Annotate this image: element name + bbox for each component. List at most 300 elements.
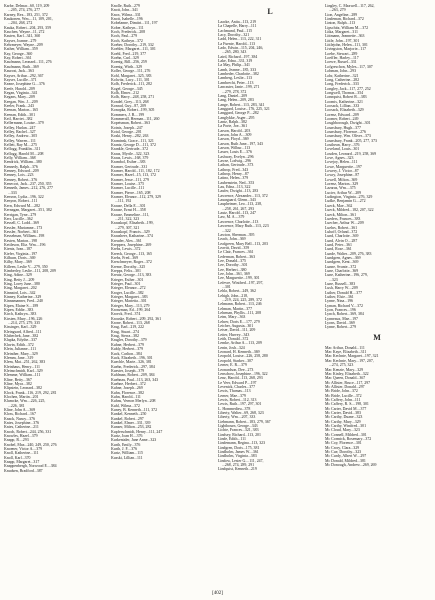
entry-pages: ...111, 197 xyxy=(141,21,158,26)
entry-pages: ...113, 263, 343 xyxy=(133,377,159,382)
entry-name: Mc Allister, Donald xyxy=(325,384,356,389)
entry-pages: ...113, 323 xyxy=(248,441,266,446)
entry-pages: ...323 xyxy=(351,428,360,433)
entry-name: Knott, John xyxy=(111,8,130,13)
entry-pages: ...323 xyxy=(329,277,338,282)
entry-name: Larson, John A. xyxy=(218,132,243,137)
entry-pages: ...173 xyxy=(33,225,43,230)
entry-name: Lueck, Milton xyxy=(325,212,348,217)
entry-pages: ...115 xyxy=(134,451,143,456)
entry-name: Latino, Helen xyxy=(218,176,240,181)
section-letter-heading: L xyxy=(267,7,273,16)
entry-pages: ...111 xyxy=(134,455,143,460)
entry-name: Lundgren, Kent xyxy=(325,260,350,265)
entry-pages: ...209 xyxy=(26,86,35,91)
entry-name: Knoch, Robert xyxy=(4,429,27,434)
entry-name: Mc Crory, Clara xyxy=(325,445,351,450)
entry-pages: ...218, xyxy=(238,293,249,298)
entry-pages: ...279 xyxy=(131,4,140,8)
entry-pages: ...321, 383 xyxy=(241,428,259,433)
entry-pages: ...301 xyxy=(361,121,371,126)
entry-pages: ...113, 283, 341 xyxy=(240,102,265,107)
entry-pages: ...373 xyxy=(362,134,371,139)
entry-name: Klapka, Edythe xyxy=(4,338,29,343)
entry-name: Krieger, Margaret xyxy=(111,295,139,300)
entry-name: Lawrence, Charlotte xyxy=(218,219,250,224)
entry-pages: ...87 xyxy=(352,173,360,178)
entry-pages: ...371 xyxy=(27,77,37,82)
entry-name: Kraus, Myrtle xyxy=(111,151,133,156)
entry-name: Lautz, Harold xyxy=(218,211,240,216)
entry-pages: ...87 xyxy=(241,172,249,177)
entry-name: L. Hommedieu xyxy=(218,406,242,411)
entry-pages: ...226, 225, xyxy=(27,399,46,404)
entry-pages: ...369 xyxy=(22,260,32,265)
entry-pages: ...395 xyxy=(245,232,255,237)
entry-name: Killeen, Leslie V. xyxy=(4,264,32,269)
entry-pages: ...209 xyxy=(352,190,362,195)
entry-pages: ...321 xyxy=(240,33,250,38)
entry-pages: ...11, 109, 201, xyxy=(29,17,53,22)
entry-name: Keefe, Harold xyxy=(4,86,27,91)
entry-pages: ...279 xyxy=(27,38,37,43)
entry-pages: ...113 xyxy=(244,80,254,85)
entry-pages: ...331, 339 xyxy=(133,421,151,425)
entry-name: Klock, Frank xyxy=(4,390,25,395)
entry-name: Kurth, J. F. xyxy=(111,447,129,452)
entry-name: Liberty, Walter xyxy=(218,410,242,415)
entry-name: Kurth, Emily xyxy=(111,442,132,447)
entry-pages: ...11, 272 xyxy=(29,30,45,35)
entry-pages: ...361 xyxy=(238,124,248,129)
entry-pages: ...209 xyxy=(354,221,364,226)
entry-pages: ...372 xyxy=(134,38,143,43)
entry-pages: ...307 xyxy=(244,358,253,363)
entry-name: Lerner, E. R. xyxy=(218,363,239,368)
entry-name: Loughborough, Dwight xyxy=(325,121,362,126)
entry-pages: ...329 xyxy=(23,273,32,278)
entry-name: Lang, Daniel xyxy=(218,93,239,98)
index-column-1 xyxy=(4,4,108,473)
entry-name: Koch, Kathryn xyxy=(111,38,135,43)
entry-name: Lathrop, Henry xyxy=(218,172,242,177)
entry-name: Lune, Charlotte xyxy=(325,268,350,273)
entry-name: Kotal, George xyxy=(111,129,133,134)
entry-pages: ...208 xyxy=(146,399,156,404)
entry-pages: ...382 xyxy=(134,290,144,295)
entry-pages: ...113, 247 xyxy=(239,211,256,216)
entry-pages: ...113, 246 xyxy=(245,302,262,307)
entry-name: Lehmann, Robert xyxy=(218,302,246,307)
entry-name: Loeffler, Harley xyxy=(325,56,351,61)
index-entry xyxy=(325,325,429,329)
entry-pages: ...219, 258, 369 xyxy=(351,151,377,156)
entry-name: Kolb, Elmer xyxy=(111,90,131,95)
entry-pages: ...15, 113, 172 xyxy=(133,173,156,178)
entry-name: Kubly, Herbert xyxy=(111,347,135,352)
entry-name: Leith, Donald xyxy=(218,337,240,342)
entry-pages: ...329 xyxy=(27,325,37,330)
entry-name: Lawse, Lodwig xyxy=(218,159,243,163)
entry-pages: ...382 xyxy=(23,116,33,121)
entry-name: Krugler, Dorothy xyxy=(111,338,138,343)
entry-name: Lathrop, Fred xyxy=(218,167,240,172)
entry-pages: ...351, 382 xyxy=(35,208,52,213)
entry-name: Knobel, Max xyxy=(4,442,25,447)
entry-pages: ...272 xyxy=(356,199,366,204)
entry-pages: ...376 xyxy=(350,143,360,147)
entry-pages: ...329 xyxy=(33,368,43,373)
entry-pages: ...375 xyxy=(346,186,356,191)
entry-pages: ...269, 269 xyxy=(359,463,377,468)
entry-name: Liebmann, Robert xyxy=(218,419,247,424)
entry-name: Koch, Paul xyxy=(111,34,129,39)
entry-name: Lerner, Mae xyxy=(218,393,238,398)
entry-pages: ...279, 307, 321 xyxy=(115,225,140,230)
entry-name: Laubenstein, Ned xyxy=(218,180,246,185)
entry-pages: ...240 xyxy=(34,299,43,304)
entry-name: Lederman, Robert xyxy=(218,254,247,259)
entry-pages: ...183, 251, 372 xyxy=(23,12,48,17)
entry-pages: ...253, 282 xyxy=(134,425,152,430)
entry-pages: ...379 xyxy=(135,342,144,347)
entry-pages: ...323 xyxy=(147,438,157,443)
entry-name: Kaschen, Wayne xyxy=(4,30,30,35)
entry-name: Laufer, Dwight xyxy=(218,189,242,194)
entry-name: Krug, Earl xyxy=(111,325,128,330)
entry-pages: ...219 xyxy=(248,467,257,472)
entry-pages: ...372 xyxy=(131,247,141,252)
entry-pages: ...117 xyxy=(350,56,359,61)
entry-name: Lake, Edna xyxy=(218,59,236,64)
entry-pages: ...209, 276, 383 xyxy=(347,251,372,256)
entry-pages: ...249 xyxy=(349,116,359,121)
entry-pages: ...329 xyxy=(140,229,150,234)
entry-name: Ludke, Benjamin G. xyxy=(325,199,357,204)
entry-pages: ...247 xyxy=(133,125,143,130)
entry-name: Lynneaux, Mae xyxy=(325,316,350,321)
entry-name: Kenney, Lois xyxy=(4,173,25,178)
entry-name: Louthean, Harry xyxy=(325,143,351,147)
entry-name: Kellett, Ray M. xyxy=(4,143,29,147)
entry-pages: ...219, 222 xyxy=(127,325,144,330)
entry-pages: ...379 xyxy=(134,347,144,352)
entry-name: Lang, Helen xyxy=(218,98,238,103)
entry-name: Kramer, Lucille xyxy=(111,186,136,191)
entry-pages: ...301 xyxy=(222,284,231,289)
entry-pages: ...117, 307 xyxy=(356,64,373,69)
entry-name: Kegans, Mary xyxy=(4,95,27,100)
entry-pages: ...111, 260 xyxy=(143,116,160,121)
entry-name: Kreme, Dorothy xyxy=(111,264,137,269)
entry-pages: ...361 xyxy=(244,250,254,255)
entry-name: Lueck, Mildred xyxy=(325,208,350,213)
entry-name: Kunkel, Elmer xyxy=(111,421,134,425)
entry-name: Mc Carthy, Duane xyxy=(325,415,354,420)
entry-pages: ...377 xyxy=(246,384,256,389)
entry-pages: ...196, 322 xyxy=(251,371,268,376)
entry-pages: ...204, 293, 359 xyxy=(26,25,52,30)
entry-pages: ...111, xyxy=(139,212,150,217)
entry-pages: ...244, 256, 331 xyxy=(26,429,52,434)
entry-pages: ...343 xyxy=(248,423,258,428)
entry-pages: ...341 xyxy=(129,8,138,13)
entry-name: Kramer, Harold xyxy=(111,169,136,174)
entry-pages: ...379 xyxy=(33,447,43,452)
entry-name: Kommers, J. B. xyxy=(111,112,136,117)
entry-pages: ...197 xyxy=(349,316,358,321)
entry-name: Lipschitz, William M. xyxy=(325,25,360,30)
entry-name: Lindow, Lester G. xyxy=(218,458,247,463)
entry-name: Kaufmann, Leonard xyxy=(4,60,36,65)
entry-pages: ...337 xyxy=(28,338,37,343)
entry-name: Kloss, Richard xyxy=(4,412,28,417)
entry-pages: ...265, 280, 343 xyxy=(222,50,247,55)
entry-pages: ...211 xyxy=(30,425,39,430)
entry-pages: ...329 xyxy=(28,351,38,356)
entry-pages: ...379 xyxy=(34,121,44,126)
entry-name: Kenney, Edward xyxy=(4,169,30,174)
entry-pages: ...376 xyxy=(29,164,38,169)
entry-name: Keenan, Edith xyxy=(4,112,27,117)
entry-pages: ...212 xyxy=(130,90,139,95)
entry-pages: ...383 xyxy=(357,95,367,100)
entry-pages: ...248, 258, 271 xyxy=(129,95,155,100)
entry-name: Koski, Henry xyxy=(111,134,132,139)
entry-name: Knappenbergh, Norwood E. xyxy=(4,464,48,469)
entry-pages: ...214, 275, 279, 335 xyxy=(8,321,41,326)
entry-name: Kramer, Eleanor xyxy=(111,195,137,200)
entry-pages: ...297 xyxy=(355,384,365,389)
entry-pages: ...209 xyxy=(25,277,35,282)
entry-pages: ...369 xyxy=(239,137,249,142)
entry-name: Kaukonen, Wm. xyxy=(4,17,30,22)
entry-pages: ...373 xyxy=(244,163,254,168)
entry-pages: ...380 xyxy=(32,160,42,165)
entry-pages: ...363 xyxy=(246,254,256,259)
entry-pages: ...383 xyxy=(27,312,37,317)
entry-name: Littmann, Jeannette xyxy=(325,34,356,39)
entry-pages: ...198 xyxy=(35,234,45,239)
entry-name: Kotnis, Joseph xyxy=(111,125,134,130)
entry-name: Knowles, Hazel xyxy=(4,434,29,439)
entry-pages: ...293 xyxy=(347,69,357,74)
entry-pages: ...201 xyxy=(132,129,142,134)
entry-name: Larson, Harold xyxy=(218,128,242,133)
entry-name: King, Margaret xyxy=(4,286,28,291)
entry-pages: ...111 xyxy=(30,451,39,456)
entry-name: Kay, Robert xyxy=(4,56,23,61)
entry-pages: ...379 xyxy=(235,215,245,220)
entry-pages: ...240, 249, 250, 276 xyxy=(24,442,57,447)
entry-name: Lamberg, Leslie xyxy=(218,76,244,81)
entry-name: Lund, Charlotte xyxy=(325,234,350,239)
entry-pages: ...381 xyxy=(357,458,366,463)
entry-pages: ...165 xyxy=(29,108,39,113)
entry-pages: ...375 xyxy=(237,258,246,263)
entry-pages: ...113, 372 xyxy=(251,193,268,198)
entry-name: Kreutz, George xyxy=(111,273,135,278)
entry-name: Lundgren, Agnes xyxy=(325,255,352,260)
entry-pages: ...301 xyxy=(131,282,141,286)
entry-pages: ...167 xyxy=(27,412,36,417)
entry-name: Krug, Stuart xyxy=(111,329,131,334)
entry-pages: ...322 xyxy=(222,228,231,233)
entry-pages: ...370 xyxy=(21,455,31,460)
entry-pages: ...209, 384 xyxy=(138,373,155,378)
entry-pages: ...372 xyxy=(354,303,364,308)
entry-pages: ...359 xyxy=(28,47,38,52)
entry-name: Leicher, Augusta xyxy=(218,324,245,329)
entry-pages: ...296 xyxy=(244,154,254,159)
entry-name: Mac Kinley, Elizabeth xyxy=(325,371,360,376)
entry-pages: ...226, 258, 280 xyxy=(243,354,268,359)
entry-name: Kayser, Lucille xyxy=(4,77,28,82)
entry-name: Kinney, Katherine xyxy=(4,295,33,300)
entry-name: Lune, Russell xyxy=(325,282,347,286)
entry-name: Klemme, William xyxy=(4,373,32,378)
entry-name: Kronzman, Ed xyxy=(111,308,134,313)
entry-pages: ...372 xyxy=(348,229,358,234)
entry-pages: ...379 xyxy=(238,363,247,368)
entry-name: Kogel, George xyxy=(111,86,134,91)
entry-pages: ...247 xyxy=(26,125,36,130)
entry-pages: ...341 xyxy=(241,63,250,68)
entry-pages: ...208 xyxy=(136,30,146,35)
entry-name: Lowery, J. Victor xyxy=(325,169,352,174)
entry-pages: ...185, 333 xyxy=(239,67,257,72)
entry-name: Kobelanne, Dimitri xyxy=(111,21,142,26)
entry-pages: ...369 xyxy=(26,255,36,260)
entry-pages: ...369 xyxy=(129,255,139,260)
entry-name: Kessell, C. Lodd xyxy=(4,221,31,226)
entry-pages: ...197 xyxy=(247,380,257,385)
entry-pages: ...380 xyxy=(237,267,247,272)
entry-name: Lund, Rose xyxy=(325,247,343,252)
entry-pages: ...211, 322, 323 xyxy=(115,216,140,221)
entry-pages: ...113, 268 xyxy=(132,99,149,104)
entry-pages: ...361 xyxy=(250,450,259,455)
entry-pages: ...113, 268, 293 xyxy=(238,376,263,381)
entry-pages: ...345 xyxy=(133,86,143,91)
entry-pages: ...201 xyxy=(29,394,39,399)
entry-pages: ...112, 279, 329 xyxy=(136,195,161,200)
entry-pages: ...322 xyxy=(359,371,369,376)
entry-pages: ...379 xyxy=(135,368,145,373)
entry-pages: ...367 xyxy=(356,376,366,381)
entry-name: Kayser, Arthur xyxy=(4,73,27,78)
entry-pages: ...269 xyxy=(133,386,143,391)
entry-pages: ...382 xyxy=(29,334,39,339)
entry-pages: ...111, 182, 172 xyxy=(135,169,160,174)
entry-name: Koehl, Fred xyxy=(111,51,130,56)
entry-name: Kroeck, Fred xyxy=(111,312,132,317)
entry-pages: ...361 xyxy=(342,247,352,252)
entry-pages: ...115 xyxy=(243,28,253,33)
entry-pages: ...275 xyxy=(28,143,37,147)
entry-name: Kettleson, Eliz. Wm. xyxy=(4,242,37,247)
entry-name: Lindsey, Richard xyxy=(218,432,245,437)
entry-name: Kuhn, Florence xyxy=(111,390,136,395)
entry-name: Mc Allister, Bruce xyxy=(325,380,354,385)
entry-name: Kasten, Karl xyxy=(4,34,24,39)
entry-pages: ...113, 238, xyxy=(244,202,263,207)
index-entry xyxy=(218,467,322,471)
entry-pages: ...87 xyxy=(351,169,359,174)
entry-pages: ...111 xyxy=(32,329,42,334)
entry-pages: ...321 xyxy=(349,73,359,78)
entry-name: Loebe, Stewart xyxy=(325,51,349,56)
entry-pages: ...321 xyxy=(354,99,363,104)
entry-name: Kuester, Joseph xyxy=(111,368,136,373)
entry-name: Klumcke, Wm. xyxy=(4,399,28,404)
entry-name: Lambeder, Charlotte xyxy=(218,72,251,77)
entry-name: Mc Caffery, John xyxy=(325,397,353,402)
entry-pages: ...292, 367 xyxy=(26,73,44,78)
entry-name: Loveland, Louis xyxy=(325,147,351,152)
entry-name: La Chapelle, Harry xyxy=(218,24,248,29)
entry-pages: ...205, 274, 276, 277 xyxy=(8,8,41,13)
entry-pages: ...379 xyxy=(28,434,38,439)
entry-name: Kather, William xyxy=(4,47,29,52)
entry-name: Lehigh, John xyxy=(218,293,239,298)
entry-pages: ...382 xyxy=(33,386,42,391)
entry-name: Kusski, Lillian xyxy=(111,455,135,460)
entry-name: Kuhne, Joseph xyxy=(111,386,134,391)
entry-pages: ...199, 301 xyxy=(243,276,260,281)
entry-pages: ...369 xyxy=(236,237,246,242)
entry-name: Larson, Floyd xyxy=(218,137,240,142)
entry-pages: ...198 xyxy=(28,238,37,243)
entry-pages: ...111, 301 xyxy=(139,47,156,52)
entry-pages: ...369 xyxy=(29,64,39,69)
entry-pages: ...197 xyxy=(353,164,362,169)
entry-name: Mc Carthy, Mary xyxy=(325,419,352,424)
entry-name: Lenin, Josh xyxy=(218,345,236,350)
entry-pages: ...111 xyxy=(356,345,365,350)
entry-pages: ...274, 275, 323 xyxy=(329,363,354,368)
entry-pages: ...354 xyxy=(354,90,364,95)
entry-name: Lueck, Mae xyxy=(325,203,344,208)
entry-name: Larson, Wilbur xyxy=(218,145,242,150)
entry-pages: ...196 xyxy=(344,299,353,304)
entry-pages: ...329 xyxy=(130,56,139,61)
entry-name: Krantz, George D. xyxy=(111,143,140,147)
entry-name: Kellermann, Louise xyxy=(4,121,35,126)
entry-pages: ...382 xyxy=(135,390,144,395)
entry-name: Mac Kechnie, Mary xyxy=(325,358,357,363)
entry-name: Kleinther, Mary xyxy=(4,351,29,356)
entry-name: Kipen, Elaine S. xyxy=(4,303,30,308)
entry-name: Mc Donough, Andrew xyxy=(325,463,360,468)
entry-pages: ...112, 313 xyxy=(240,397,257,402)
entry-pages: ...369 xyxy=(349,268,359,273)
entry-pages: ...274 xyxy=(130,329,140,334)
entry-name: Mc Caffery, R. S. xyxy=(325,402,353,407)
entry-pages: ...331 xyxy=(131,12,141,17)
entry-pages: ...289 xyxy=(348,12,358,17)
entry-pages: ...199, 271 xyxy=(242,85,260,90)
entry-name: Kreeck, George xyxy=(111,251,136,256)
entry-name: Kayser, Joanne xyxy=(4,38,28,43)
entry-pages: ...209 xyxy=(26,95,35,100)
entry-pages: ...369 xyxy=(345,321,355,326)
entry-pages: ...323 xyxy=(352,450,362,455)
entry-pages: ...311 xyxy=(357,350,367,355)
entry-name: Laupheimer, Leo xyxy=(218,202,245,207)
entry-name: Lindholm, Virginia xyxy=(218,454,248,459)
entry-name: Mc Bride, Lucille xyxy=(325,393,353,398)
